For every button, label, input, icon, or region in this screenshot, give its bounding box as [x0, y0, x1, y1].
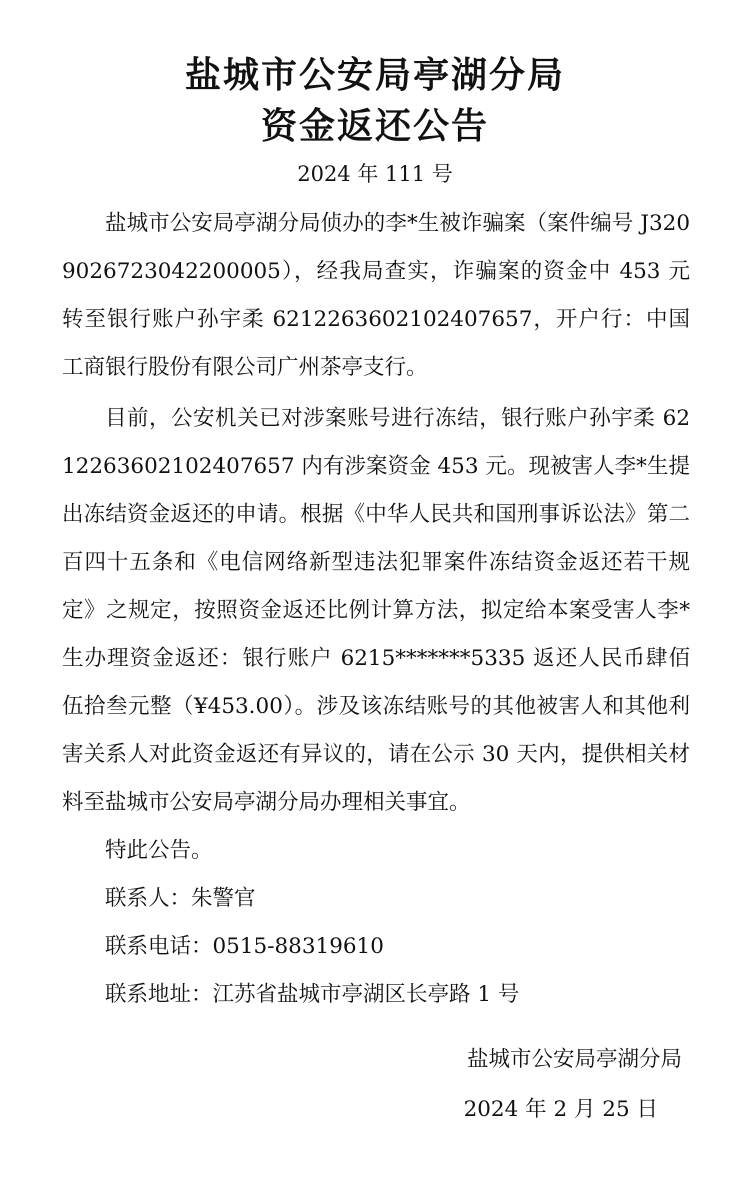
- body-paragraph-return: 目前，公安机关已对涉案账号进行冻结，银行账户孙宇柔 6212263602102407657 内有涉案资金 453 元。现被害人李*生提出冻结资金返还的申请。根据《中华人民共和国刑事诉讼法》第二百四十五条和《电信网络新型违法犯罪案件冻结资金返还若干规定》之规定，按照资金返还比例计算方法，拟定给本案受害人李*生办理资金返还：银行账户 6215*******5335 返还人民币肆佰伍拾叁元整（¥453.00）。涉及该冻结账号的其他被害人和其他利害关系人对此资金返还有异议的，请在公示 30 天内，提供相关材料至盐城市公安局亭湖分局办理相关事宜。: [62, 406, 690, 815]
- body-paragraph-case: 盐城市公安局亭湖分局侦办的李*生被诈骗案（案件编号 J3209026723042200005），经我局查实，诈骗案的资金中 453 元转至银行账户孙宇柔 6212263602102407657，开户行：中国工商银行股份有限公司广州茶亭支行。: [62, 211, 690, 380]
- contact-person: 联系人：朱警官: [105, 886, 256, 911]
- signature-organization: 盐城市公安局亭湖分局: [466, 1047, 682, 1072]
- document-number: 2024 年 111 号: [297, 162, 453, 186]
- closing-line: 特此公告。: [105, 838, 213, 863]
- signature-date: 2024 年 2 月 25 日: [463, 1097, 658, 1122]
- contact-address: 联系地址：江苏省盐城市亭湖区长亭路 1 号: [105, 982, 520, 1007]
- contact-phone: 联系电话：0515-88319610: [105, 934, 384, 959]
- notice-body: [62, 200, 690, 1019]
- notice-title-line2: 资金返还公告: [260, 106, 489, 147]
- notice-title-line1: 盐城市公安局亭湖分局: [184, 55, 565, 96]
